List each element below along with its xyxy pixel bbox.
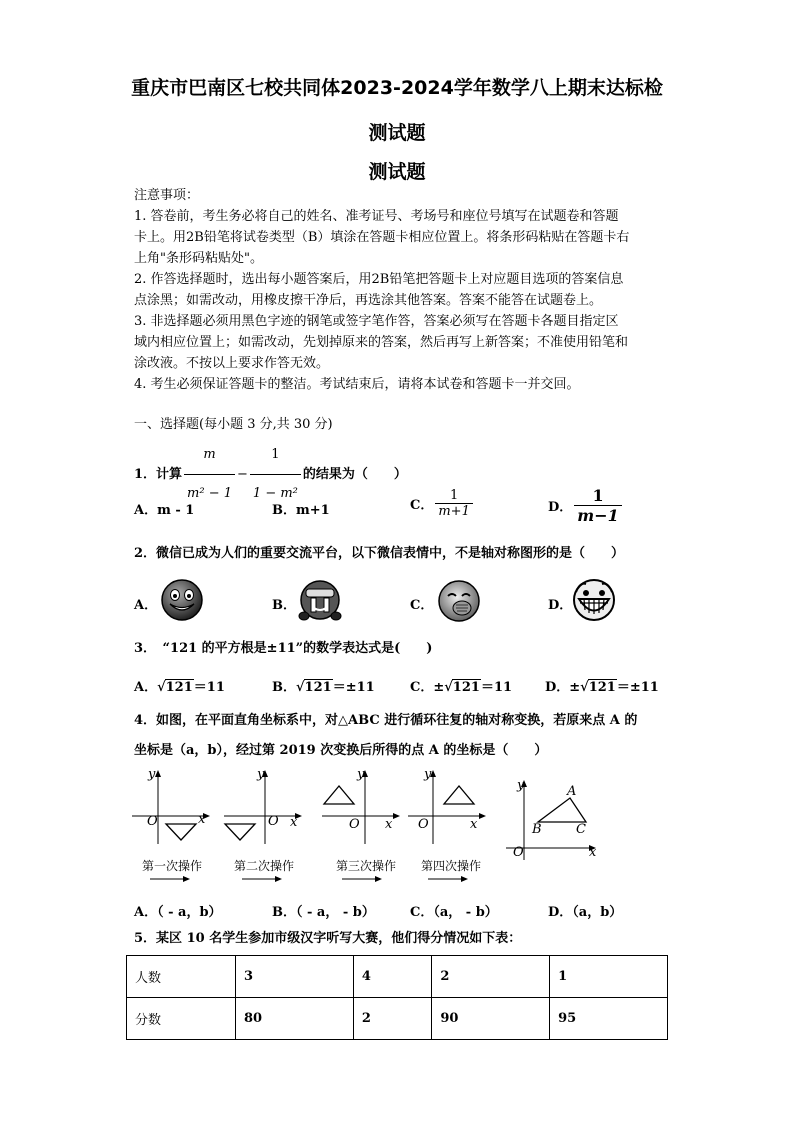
q1-opt-c-den: m+1 (438, 504, 470, 519)
q1-opt-c-num: 1 (435, 488, 473, 504)
emoji-grin-icon (572, 578, 616, 622)
q1-opt-d-label: D． (548, 500, 573, 515)
notes-heading: 注意事项： (134, 188, 200, 203)
emoji-smile-icon (160, 578, 204, 622)
q4-op-label-3: 第三次操作 (336, 859, 397, 873)
table-row (127, 956, 668, 998)
q1-option-b: B．m+1 (272, 503, 330, 518)
q4-panel-4 (406, 768, 486, 848)
doc-title-line2: 测试题 (368, 122, 426, 144)
arrow-right-icon (242, 874, 282, 884)
notes-line: 3. 非选择题必须用黑色字迹的钢笔或签字笔作答，答案必须写在答题卡各题目指定区 (134, 314, 619, 329)
q4-op-label-2: 第二次操作 (234, 859, 295, 873)
notes-line: 域内相应位置上；如需改动，先划掉原来的答案，然后再写上新答案；不准使用铅笔和 (134, 335, 629, 350)
notes-line: 点涂黑；如需改动，用橡皮擦干净后，再选涂其他答案。答案不能答在试题卷上。 (134, 293, 603, 308)
q4-orig-x-label: x (589, 845, 597, 860)
q1-minus: − (237, 467, 248, 482)
q3-b-label: B． (272, 680, 296, 695)
sqrt-icon: √ (296, 680, 305, 695)
notes-line: 2. 作答选择题时，选出每小题答案后，用2B铅笔把答题卡上对应题目选项的答案信息 (134, 272, 624, 287)
sqrt-icon: √ (157, 680, 166, 695)
q2-option-a: A． (134, 598, 158, 613)
question-4-line2: 坐标是（a，b），经过第 2019 次变换后所得的点 A 的坐标是（ ） (134, 743, 548, 758)
doc-title-line3: 测试题 (368, 161, 426, 183)
arrow-right-icon (342, 874, 382, 884)
q2-option-d: D． (548, 598, 573, 613)
q3-option-c (410, 676, 512, 695)
q3-b-rest: ＝±11 (332, 680, 375, 695)
q1-frac1-den: m² − 1 (187, 486, 233, 501)
q1-suffix: 的结果为（ ） (302, 467, 407, 482)
emoji-crying-icon (296, 576, 344, 624)
q4-orig-origin: O (513, 845, 524, 860)
q3-c-radicand: 121 (452, 680, 480, 695)
q4-p1-y-label: y (148, 767, 156, 782)
q1-prefix: 1．计算 (134, 467, 183, 482)
q2-option-b: B． (272, 598, 296, 613)
q1-frac1-num: m (184, 436, 235, 475)
sqrt-icon: √ (580, 680, 589, 695)
table-cell: 分数 (127, 998, 236, 1040)
question-5: 5．某区 10 名学生参加市级汉字听写大赛，他们得分情况如下表： (134, 931, 522, 946)
q4-p3-y-label: y (357, 767, 365, 782)
q3-c-label: C．± (410, 680, 445, 695)
notes-line: 上角"条形码粘贴处"。 (134, 251, 263, 266)
table-cell: 4 (353, 956, 431, 998)
q3-c-rest: ＝11 (480, 680, 513, 695)
q4-p2-x-label: x (290, 815, 298, 830)
question-3: 3． “121 的平方根是±11”的数学表达式是( ) (134, 641, 433, 656)
table-cell: 1 (550, 956, 668, 998)
q3-a-label: A． (134, 680, 158, 695)
q4-option-b: B．（ - a， - b） (272, 905, 375, 920)
q1-frac2-num: 1 (250, 436, 301, 475)
notes-line: 涂改液。不按以上要求作答无效。 (134, 356, 330, 371)
q4-p1-x-label: x (198, 812, 206, 827)
table-cell: 2 (353, 998, 431, 1040)
q3-a-rest: ＝11 (193, 680, 225, 695)
q4-p2-origin: O (268, 814, 279, 829)
table-cell: 80 (236, 998, 354, 1040)
question-2: 2．微信已成为人们的重要交流平台，以下微信表情中，不是轴对称图形的是（ ） (134, 546, 625, 561)
q4-point-a: A (567, 784, 577, 799)
table-cell: 3 (236, 956, 354, 998)
section-heading: 一、选择题(每小题 3 分,共 30 分) (134, 417, 333, 432)
q1-opt-c-frac (435, 488, 473, 519)
table-cell: 人数 (127, 956, 236, 998)
q1-opt-c-label: C． (410, 498, 434, 513)
q1-option-c (410, 488, 475, 519)
q3-option-d (545, 676, 659, 695)
q4-option-a: A．（ - a，b） (134, 905, 222, 920)
q2-option-c: C． (410, 598, 434, 613)
q4-p3-origin: O (349, 817, 360, 832)
q4-point-c: C (576, 822, 586, 837)
q3-d-rest: ＝±11 (616, 680, 659, 695)
notes-line: 卡上。用2B铅笔将试卷类型（B）填涂在答题卡相应位置上。将条形码粘贴在答题卡右 (134, 230, 630, 245)
q4-p4-origin: O (418, 817, 429, 832)
q4-p4-x-label: x (470, 817, 478, 832)
table-cell: 2 (432, 956, 550, 998)
notes-line: 4. 考生必须保证答题卡的整洁。考试结束后，请将本试卷和答题卡一并交回。 (134, 377, 580, 392)
q3-option-b (272, 676, 375, 695)
q1-frac2-den: 1 − m² (252, 486, 298, 501)
q4-op-label-1: 第一次操作 (142, 859, 203, 873)
q4-orig-y-label: y (517, 778, 525, 793)
q4-option-c: C．（a， - b） (410, 905, 498, 920)
doc-title-line1: 重庆市巴南区七校共同体2023-2024学年数学八上期末达标检 (131, 77, 663, 99)
q4-p3-x-label: x (385, 817, 393, 832)
emoji-hand-face-icon (436, 578, 482, 624)
q4-p2-y-label: y (257, 767, 265, 782)
q3-a-radicand: 121 (165, 680, 193, 695)
q3-d-radicand: 121 (588, 680, 616, 695)
table-row (127, 998, 668, 1040)
arrow-right-icon (150, 874, 190, 884)
q4-panel-1 (130, 768, 210, 848)
q3-option-a (134, 676, 225, 695)
q4-p1-origin: O (147, 814, 158, 829)
notes-line: 1. 答卷前，考生务必将自己的姓名、准考证号、考场号和座位号填写在试题卷和答题 (134, 209, 619, 224)
q4-option-d: D．（a，b） (548, 905, 623, 920)
score-table (126, 955, 668, 1040)
q1-opt-d-num: 1 (574, 486, 621, 506)
q1-option-a: A．m - 1 (134, 503, 195, 518)
sqrt-icon: √ (444, 680, 453, 695)
table-cell: 95 (550, 998, 668, 1040)
q4-point-b: B (532, 822, 542, 837)
q4-p4-y-label: y (424, 767, 432, 782)
q1-opt-d-frac (574, 486, 621, 525)
arrow-right-icon (428, 874, 468, 884)
q3-d-label: D．± (545, 680, 581, 695)
q1-opt-d-den: m−1 (577, 506, 619, 525)
question-4-line1: 4．如图，在平面直角坐标系中，对△ABC 进行循环往复的轴对称变换，若原来点 A 的 (134, 713, 638, 728)
q3-b-radicand: 121 (304, 680, 332, 695)
table-cell: 90 (432, 998, 550, 1040)
q4-op-label-4: 第四次操作 (421, 859, 482, 873)
q1-option-d (548, 486, 624, 525)
